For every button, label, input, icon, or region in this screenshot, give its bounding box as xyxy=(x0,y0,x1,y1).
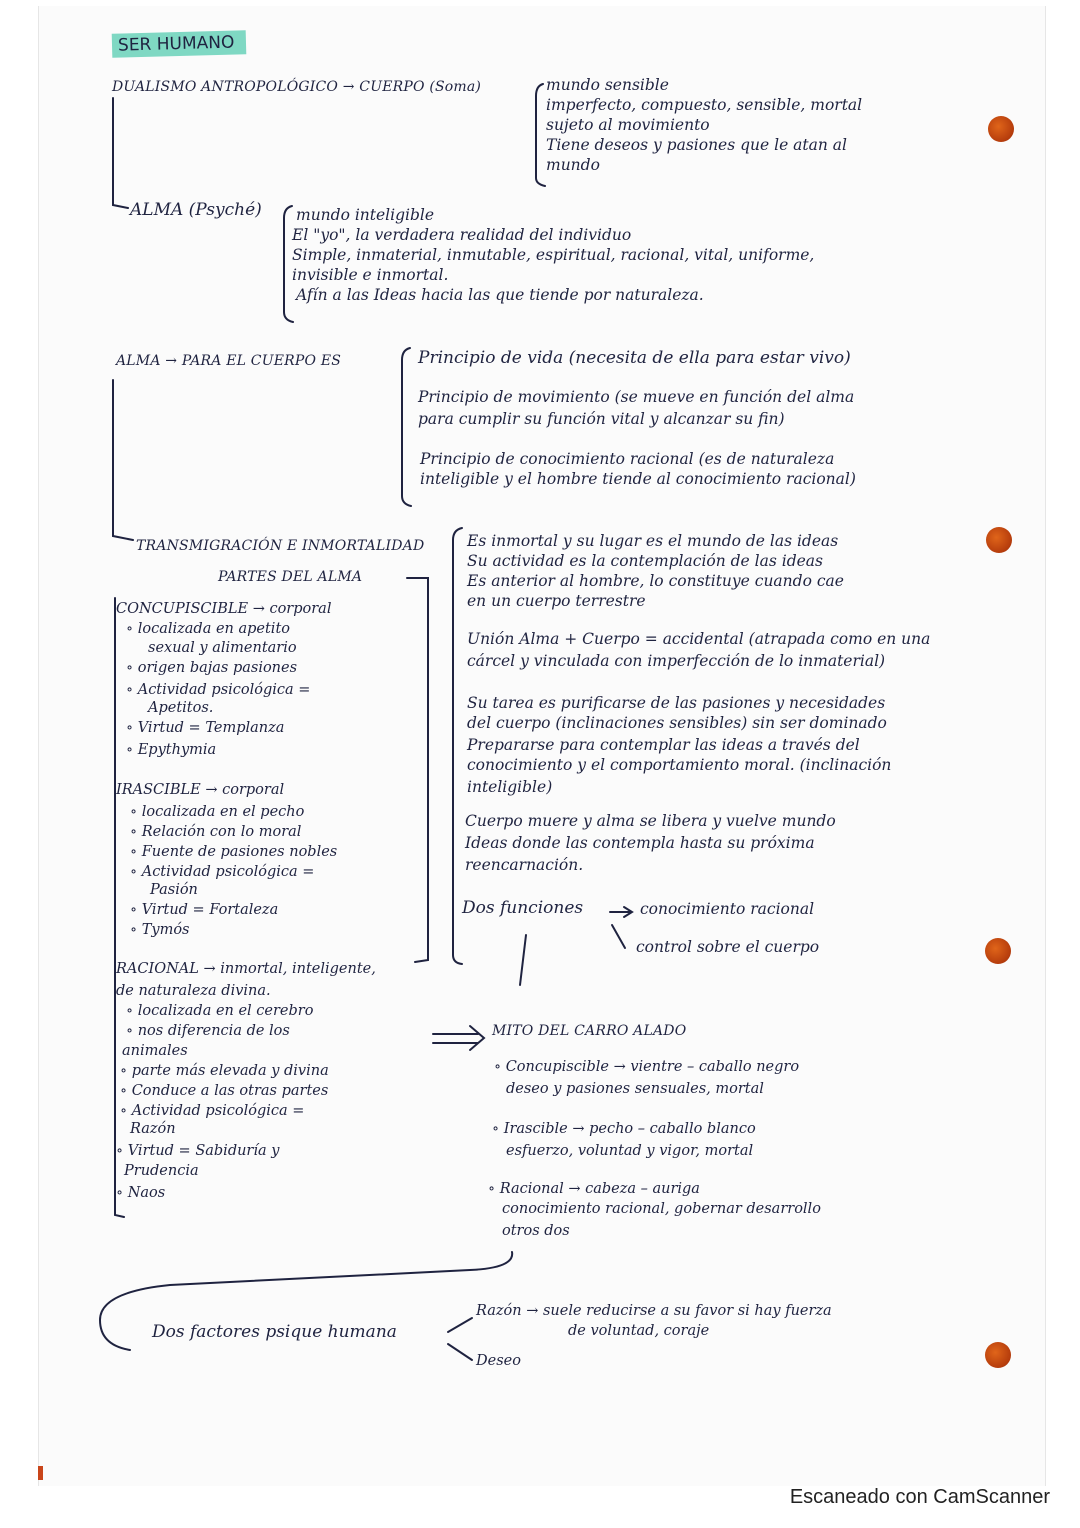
tarea-line: Prepararse para contemplar las ideas a través del xyxy=(467,736,860,754)
binder-hole xyxy=(985,938,1011,964)
irascible-line: ∘ Tymós xyxy=(130,922,190,938)
irascible-line: ∘ Relación con lo moral xyxy=(130,824,302,840)
principio-line: Principio de conocimiento racional (es de naturaleza xyxy=(420,450,835,468)
concupiscible-line: Apetitos. xyxy=(148,700,214,716)
concupiscible-line: sexual y alimentario xyxy=(148,640,297,656)
binder-hole xyxy=(986,527,1012,553)
racional-line: ∘ Naos xyxy=(116,1185,166,1201)
transmigracion-line: Su actividad es la contemplación de las ideas xyxy=(467,552,823,570)
cuerpo-line: imperfecto, compuesto, sensible, mortal xyxy=(546,96,863,114)
binder-hole xyxy=(985,1342,1011,1368)
principio-line: para cumplir su función vital y alcanzar su fin) xyxy=(418,410,785,428)
funciones-label: Dos funciones xyxy=(462,898,584,918)
factor-deseo: Deseo xyxy=(476,1353,521,1369)
transmigracion-line: en un cuerpo terrestre xyxy=(467,592,646,610)
alma-line: mundo inteligible xyxy=(296,206,435,224)
cuerpo-line: mundo sensible xyxy=(546,76,669,94)
scanner-watermark: Escaneado con CamScanner xyxy=(789,1486,1050,1508)
racional-line: de naturaleza divina. xyxy=(116,983,271,999)
principio-line: Principio de movimiento (se mueve en función del alma xyxy=(418,388,855,406)
alma-line: Afín a las Ideas hacia las que tiende por naturaleza. xyxy=(296,286,704,304)
mito-item: ∘ Racional → cabeza – auriga xyxy=(488,1181,700,1197)
cuerpo-line: sujeto al movimiento xyxy=(546,116,710,134)
tarea-line: inteligible) xyxy=(467,778,553,796)
mito-header: MITO DEL CARRO ALADO xyxy=(492,1023,687,1039)
transmigracion-header: TRANSMIGRACIÓN E INMORTALIDAD xyxy=(136,538,425,554)
cuerpo-muere-line: reencarnación. xyxy=(465,856,584,874)
concupiscible-line: ∘ localizada en apetito xyxy=(126,621,291,637)
union-line: Unión Alma + Cuerpo = accidental (atrapada como en una xyxy=(467,630,931,648)
transmigracion-line: Es inmortal y su lugar es el mundo de las ideas xyxy=(467,532,839,550)
tarea-line: Su tarea es purificarse de las pasiones y necesidades xyxy=(467,694,886,712)
concupiscible-line: ∘ Epythymia xyxy=(126,742,217,758)
concupiscible-line: CONCUPISCIBLE → corporal xyxy=(116,601,332,617)
partes-header: PARTES DEL ALMA xyxy=(218,569,363,585)
mito-item: ∘ Concupiscible → vientre – caballo negro xyxy=(494,1059,800,1075)
scan-mark xyxy=(38,1466,43,1480)
racional-line: ∘ nos diferencia de los xyxy=(126,1023,290,1039)
alma-header: ALMA (Psyché) xyxy=(130,200,262,220)
racional-line: RACIONAL → inmortal, inteligente, xyxy=(116,961,376,977)
factor-razon: Razón → suele reducirse a su favor si hay fuerza xyxy=(476,1303,832,1319)
cuerpo-muere-line: Cuerpo muere y alma se libera y vuelve mundo xyxy=(465,812,836,830)
mito-item: deseo y pasiones sensuales, mortal xyxy=(506,1081,764,1097)
alma-cuerpo-header: ALMA → PARA EL CUERPO ES xyxy=(116,353,342,369)
mito-item: conocimiento racional, gobernar desarrollo xyxy=(502,1201,821,1217)
cuerpo-muere-line: Ideas donde las contempla hasta su próxima xyxy=(465,834,815,852)
racional-line: ∘ Actividad psicológica = xyxy=(120,1103,305,1119)
racional-line: ∘ Conduce a las otras partes xyxy=(120,1083,329,1099)
mito-item: ∘ Irascible → pecho – caballo blanco xyxy=(492,1121,756,1137)
tarea-line: del cuerpo (inclinaciones sensibles) sin ser dominado xyxy=(467,714,887,732)
irascible-line: ∘ Fuente de pasiones nobles xyxy=(130,844,338,860)
racional-line: Razón xyxy=(130,1121,176,1137)
factores-label: Dos factores psique humana xyxy=(152,1322,397,1342)
factor-razon-cont: de voluntad, coraje xyxy=(568,1323,710,1339)
racional-line: ∘ localizada en el cerebro xyxy=(126,1003,314,1019)
racional-line: ∘ Virtud = Sabiduría y xyxy=(116,1143,280,1159)
concupiscible-line: ∘ Virtud = Templanza xyxy=(126,720,285,736)
irascible-line: Pasión xyxy=(150,882,198,898)
concupiscible-line: ∘ origen bajas pasiones xyxy=(126,660,298,676)
irascible-line: ∘ Virtud = Fortaleza xyxy=(130,902,279,918)
dualismo-header: DUALISMO ANTROPOLÓGICO → CUERPO (Soma) xyxy=(112,79,482,95)
mito-item: esfuerzo, voluntad y vigor, mortal xyxy=(506,1143,754,1159)
alma-line: invisible e inmortal. xyxy=(292,266,449,284)
funcion-2: control sobre el cuerpo xyxy=(636,938,820,956)
irascible-line: IRASCIBLE → corporal xyxy=(116,782,285,798)
funcion-1: conocimiento racional xyxy=(640,900,815,918)
transmigracion-line: Es anterior al hombre, lo constituye cuando cae xyxy=(467,572,844,590)
binder-hole xyxy=(988,116,1014,142)
racional-line: Prudencia xyxy=(124,1163,199,1179)
racional-line: animales xyxy=(122,1043,188,1059)
tarea-line: conocimiento y el comportamiento moral. (inclinación xyxy=(467,756,892,774)
principio-line: Principio de vida (necesita de ella para estar vivo) xyxy=(418,348,851,368)
principio-line: inteligible y el hombre tiende al conocimiento racional) xyxy=(420,470,856,488)
cuerpo-line: mundo xyxy=(546,156,600,174)
cuerpo-line: Tiene deseos y pasiones que le atan al xyxy=(546,136,847,154)
page-title: SER HUMANO xyxy=(112,30,247,58)
irascible-line: ∘ localizada en el pecho xyxy=(130,804,305,820)
racional-line: ∘ parte más elevada y divina xyxy=(120,1063,329,1079)
union-line: cárcel y vinculada con imperfección de lo inmaterial) xyxy=(467,652,886,670)
alma-line: Simple, inmaterial, inmutable, espiritual, racional, vital, uniforme, xyxy=(292,246,815,264)
concupiscible-line: ∘ Actividad psicológica = xyxy=(126,682,311,698)
alma-line: El "yo", la verdadera realidad del individuo xyxy=(292,226,632,244)
irascible-line: ∘ Actividad psicológica = xyxy=(130,864,315,880)
mito-item: otros dos xyxy=(502,1223,570,1239)
